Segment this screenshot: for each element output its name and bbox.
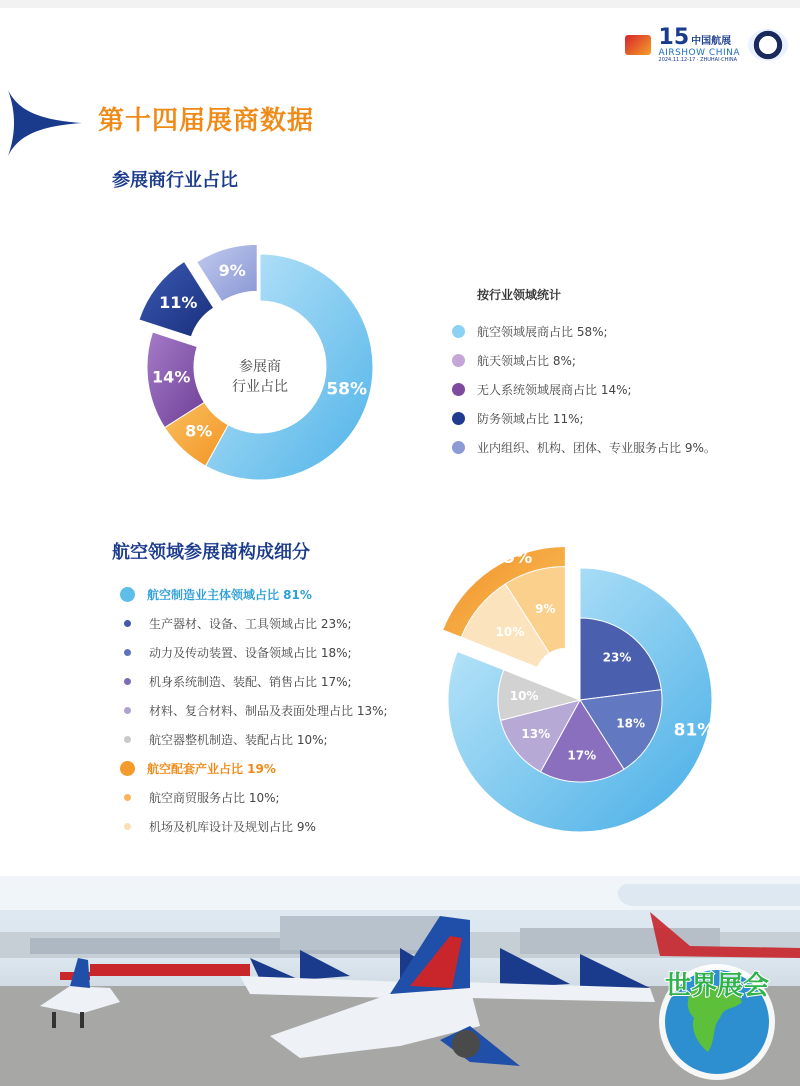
section2-title: 航空领域参展商构成细分 bbox=[112, 542, 310, 563]
legend-dot-icon bbox=[120, 587, 135, 602]
legend1-label: 业内组织、机构、团体、专业服务占比 9%。 bbox=[477, 441, 716, 455]
legend2-item bbox=[118, 667, 388, 696]
airshow-china-logo bbox=[659, 27, 740, 63]
watermark-text: 世界展会 bbox=[664, 971, 770, 1001]
donut2-inner-label: 9% bbox=[535, 601, 556, 616]
legend-dot-icon bbox=[124, 678, 131, 685]
wing-decoration-icon bbox=[8, 90, 82, 160]
legend1-label: 航天领域占比 8%; bbox=[477, 354, 576, 368]
legend-dot-icon bbox=[452, 383, 465, 396]
donut2-inner-label: 10% bbox=[509, 688, 539, 703]
logo-en: AIRSHOW CHINA bbox=[658, 48, 740, 58]
donut2-inner-label: 17% bbox=[567, 748, 597, 763]
mascot-logo bbox=[748, 29, 788, 61]
legend2-label: 航空器整机制造、装配占比 10%; bbox=[149, 733, 328, 747]
main-title: 第十四届展商数据 bbox=[98, 106, 315, 136]
legend2-label: 航空制造业主体领域占比 81% bbox=[147, 588, 312, 602]
donut2-inner-label: 10% bbox=[495, 625, 525, 640]
section1-title: 参展商行业占比 bbox=[112, 170, 238, 191]
donut1-slice-label: 58% bbox=[326, 379, 368, 400]
legend1-item bbox=[452, 375, 716, 404]
logo-number: 15 bbox=[658, 25, 690, 50]
legend-dot-icon bbox=[124, 620, 131, 627]
donut1-slice-label: 8% bbox=[185, 421, 213, 441]
donut2-outer-label: 19% bbox=[491, 547, 533, 568]
legend2-item bbox=[118, 725, 388, 754]
donut2-inner-label: 18% bbox=[616, 716, 646, 731]
legend2-item bbox=[118, 638, 388, 667]
donut1-center-line2: 行业占比 bbox=[232, 379, 288, 395]
donut2-inner-label: 13% bbox=[521, 726, 551, 741]
legend-dot-icon bbox=[124, 707, 131, 714]
aviation-breakdown-donut bbox=[440, 540, 740, 840]
header-logos bbox=[625, 25, 788, 63]
legend2-label: 航空配套产业占比 19% bbox=[147, 762, 276, 776]
legend2-label: 机场及机库设计及规划占比 9% bbox=[149, 820, 316, 834]
logo-date: 2024.11.12-17 · ZHUHAI·CHINA bbox=[658, 57, 738, 63]
legend2-major-item bbox=[118, 580, 388, 609]
legend2-major-item bbox=[118, 754, 388, 783]
donut2-outer-label: 81% bbox=[673, 720, 715, 741]
legend-dot-icon bbox=[452, 441, 465, 454]
legend-dot-icon bbox=[452, 325, 465, 338]
legend2-label: 航空商贸服务占比 10%; bbox=[149, 791, 280, 805]
aviation-breakdown-legend bbox=[118, 580, 388, 841]
airshow-small-logo bbox=[625, 35, 651, 55]
legend2-label: 机身系统制造、装配、销售占比 17%; bbox=[149, 675, 352, 689]
donut1-slice-label: 9% bbox=[218, 260, 246, 280]
legend2-item bbox=[118, 812, 388, 841]
legend2-label: 材料、复合材料、制品及表面处理占比 13%; bbox=[149, 704, 388, 718]
legend2-label: 动力及传动装置、设备领域占比 18%; bbox=[149, 646, 352, 660]
legend2-item bbox=[118, 696, 388, 725]
industry-share-donut bbox=[120, 245, 390, 485]
legend2-item bbox=[118, 609, 388, 638]
legend-dot-icon bbox=[452, 412, 465, 425]
legend1-item bbox=[452, 404, 716, 433]
donut1-center-line1: 参展商 bbox=[239, 359, 281, 375]
legend-dot-icon bbox=[124, 649, 131, 656]
legend1-label: 航空领域展商占比 58%; bbox=[477, 325, 608, 339]
donut2-inner-label: 23% bbox=[602, 650, 632, 665]
legend-dot-icon bbox=[124, 736, 131, 743]
legend1-item bbox=[452, 346, 716, 375]
legend-dot-icon bbox=[124, 794, 131, 801]
legend-dot-icon bbox=[120, 761, 135, 776]
donut1-slice-label: 11% bbox=[159, 293, 198, 313]
top-bar bbox=[0, 0, 800, 8]
legend2-item bbox=[118, 783, 388, 812]
world-expo-watermark bbox=[642, 940, 792, 1080]
legend1-item bbox=[452, 433, 716, 462]
legend2-label: 生产器材、设备、工具领域占比 23%; bbox=[149, 617, 352, 631]
donut1-slice-label: 14% bbox=[152, 367, 191, 387]
legend-dot-icon bbox=[452, 354, 465, 367]
legend1-label: 无人系统领域展商占比 14%; bbox=[477, 383, 632, 397]
legend1-label: 防务领域占比 11%; bbox=[477, 412, 584, 426]
logo-cn: 中国航展 bbox=[691, 36, 732, 47]
legend1-title: 按行业领域统计 bbox=[477, 288, 562, 302]
airshow-photo bbox=[0, 876, 800, 1086]
legend1-item bbox=[452, 317, 716, 346]
industry-legend bbox=[452, 286, 716, 462]
legend-dot-icon bbox=[124, 823, 131, 830]
